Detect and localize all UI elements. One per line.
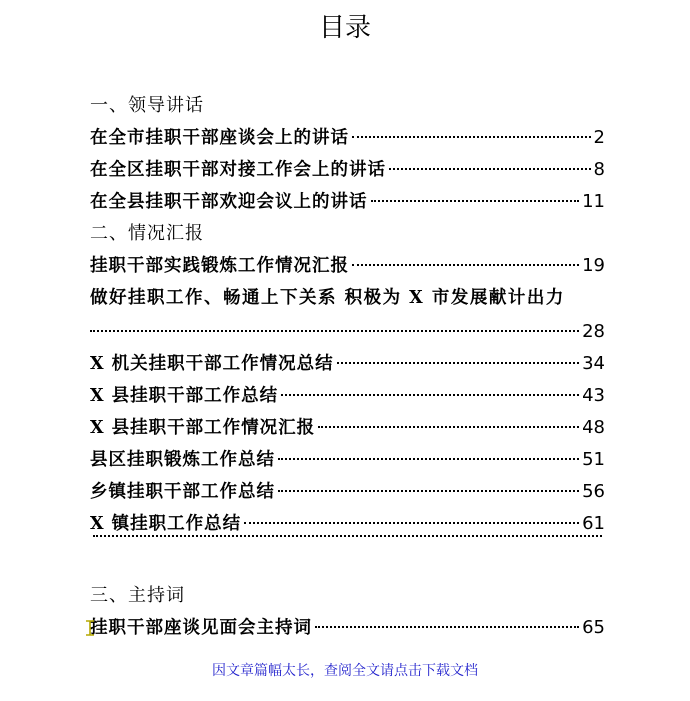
toc-entry-label: 挂职干部实践锻炼工作情况汇报 [90, 256, 349, 276]
toc-entry-page: 48 [582, 417, 605, 438]
toc-entry-continuation [90, 316, 605, 348]
toc-entry-page: 28 [582, 321, 605, 342]
toc-leader-dots [93, 535, 602, 537]
toc-leader-dots [352, 136, 591, 138]
toc-entry-label: 挂职干部座谈见面会主持词 [90, 618, 312, 638]
section-spacer [90, 572, 605, 580]
toc-leader-dots [281, 394, 579, 396]
toc-entry-page: 34 [582, 353, 605, 374]
toc-entry-label: 在全市挂职干部座谈会上的讲话 [90, 128, 349, 148]
toc-entry-page: 2 [593, 127, 605, 148]
toc-leader-dots [389, 168, 591, 170]
toc-leader-dots [278, 458, 579, 460]
toc-leader-dots [315, 626, 579, 628]
toc-entry[interactable] [90, 540, 605, 572]
toc-section-heading: 一、领导讲话 [90, 95, 204, 116]
toc-entry[interactable] [90, 612, 605, 644]
toc-leader-dots [318, 426, 579, 428]
toc-entry-page: 56 [582, 481, 605, 502]
toc-entry-label: X 县挂职干部工作情况汇报 [90, 418, 316, 438]
toc-entry-page: 43 [582, 385, 605, 406]
toc-entry-page: 8 [593, 159, 605, 180]
toc-entry-label: X 镇挂职工作总结 [90, 514, 242, 534]
toc-entry-wrapped[interactable] [90, 282, 605, 348]
toc-leader-dots [244, 522, 579, 524]
toc-entry[interactable] [90, 122, 605, 154]
toc-entry-page: 65 [582, 617, 605, 638]
toc-entry-page: 61 [582, 513, 605, 534]
toc-entry-label: X 机关挂职干部工作情况总结 [90, 354, 334, 374]
toc-entry[interactable] [90, 154, 605, 186]
toc-entry[interactable] [90, 444, 605, 476]
toc-entry-page: 51 [582, 449, 605, 470]
toc-entry[interactable] [90, 412, 605, 444]
table-of-contents [90, 90, 605, 644]
page-title: 目录 [318, 13, 371, 43]
toc-leader-dots [371, 200, 580, 202]
toc-entry-label: 在全区挂职干部对接工作会上的讲话 [90, 160, 386, 180]
toc-entry[interactable] [90, 186, 605, 218]
toc-leader-dots [278, 490, 579, 492]
toc-entry-label: 在全县挂职干部欢迎会议上的讲话 [90, 192, 368, 212]
toc-entry[interactable] [90, 348, 605, 380]
toc-entry[interactable] [90, 250, 605, 282]
toc-entry-label: 乡镇挂职干部工作总结 [90, 482, 275, 502]
toc-section-heading: 三、主持词 [90, 585, 185, 606]
toc-leader-dots [90, 330, 579, 332]
toc-entry-label: X 县挂职干部工作总结 [90, 386, 279, 406]
toc-section-heading: 二、情况汇报 [90, 223, 204, 244]
toc-entry-label: 县区挂职锻炼工作总结 [90, 450, 275, 470]
toc-entry[interactable] [90, 380, 605, 412]
toc-entry[interactable] [90, 476, 605, 508]
toc-entry-page: 11 [582, 191, 605, 212]
toc-leader-dots [337, 362, 579, 364]
download-notice-link[interactable]: 因文章篇幅太长，查阅全文请点击下载文档 [212, 663, 478, 679]
toc-leader-dots [352, 264, 579, 266]
text-cursor-icon [84, 620, 96, 636]
toc-entry-label: 做好挂职工作、畅通上下关系 积极为 X 市发展献计出力 [90, 288, 565, 308]
toc-entry-page: 19 [582, 255, 605, 276]
